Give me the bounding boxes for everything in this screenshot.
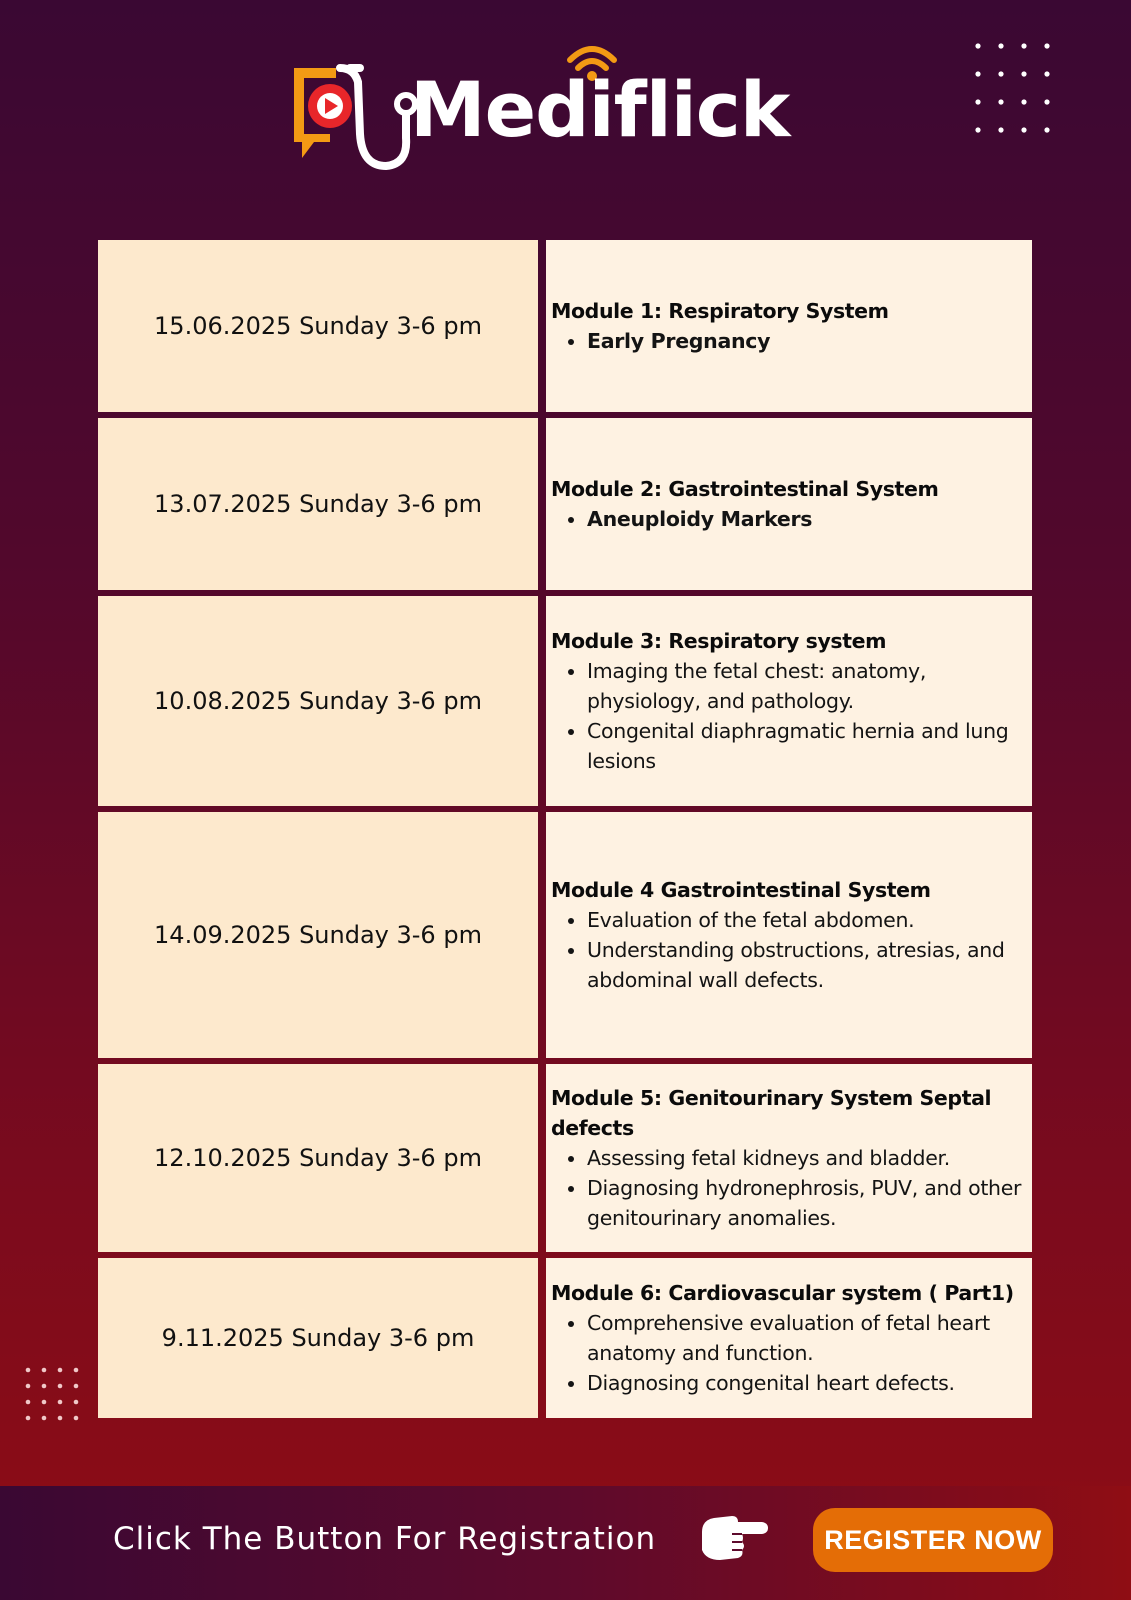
topic-cell xyxy=(546,1064,1032,1252)
date-cell xyxy=(98,812,538,1058)
register-now-button[interactable]: REGISTER NOW xyxy=(813,1508,1053,1572)
topic-list xyxy=(551,1308,1026,1398)
topic-item: • Congenital diaphragmatic hernia and lung lesions xyxy=(587,716,1026,776)
schedule-row xyxy=(98,1258,1032,1418)
decorative-dot-grid xyxy=(968,38,1058,138)
session-date: 9.11.2025 Sunday 3-6 pm xyxy=(161,1324,475,1352)
topic-item: • Diagnosing hydronephrosis, PUV, and other genitourinary anomalies. xyxy=(587,1173,1026,1233)
schedule-row xyxy=(98,418,1032,590)
decorative-dot-grid xyxy=(20,1364,90,1434)
schedule-row xyxy=(98,240,1032,412)
topic-list xyxy=(551,905,1026,995)
schedule-row xyxy=(98,596,1032,806)
topic-item: • Assessing fetal kidneys and bladder. xyxy=(587,1143,1026,1173)
topic-list xyxy=(551,1143,1026,1233)
schedule-table xyxy=(98,240,1032,1420)
module-title: Module 3: Respiratory system xyxy=(551,629,887,653)
date-cell xyxy=(98,1258,538,1418)
module-title: Module 5: Genitourinary System Septal defects xyxy=(551,1086,992,1140)
module-title: Module 2: Gastrointestinal System xyxy=(551,477,939,501)
topic-cell xyxy=(546,812,1032,1058)
schedule-row xyxy=(98,812,1032,1058)
session-date: 12.10.2025 Sunday 3-6 pm xyxy=(154,1144,482,1172)
topic-item: • Early Pregnancy xyxy=(587,326,1026,356)
session-date: 13.07.2025 Sunday 3-6 pm xyxy=(154,490,482,518)
schedule-row xyxy=(98,1064,1032,1252)
pointing-hand-icon xyxy=(698,1508,768,1568)
topic-item: • Imaging the fetal chest: anatomy, physiology, and pathology. xyxy=(587,656,1026,716)
topic-item: • Understanding obstructions, atresias, and abdominal wall defects. xyxy=(587,935,1026,995)
header xyxy=(0,0,1131,220)
module-title: Module 6: Cardiovascular system ( Part1) xyxy=(551,1281,1014,1305)
topic-item: • Diagnosing congenital heart defects. xyxy=(587,1368,1026,1398)
topic-cell xyxy=(546,596,1032,806)
topic-list xyxy=(551,504,1026,534)
topic-item: • Evaluation of the fetal abdomen. xyxy=(587,905,1026,935)
session-date: 15.06.2025 Sunday 3-6 pm xyxy=(154,312,482,340)
topic-cell xyxy=(546,418,1032,590)
session-date: 14.09.2025 Sunday 3-6 pm xyxy=(154,921,482,949)
stethoscope-play-icon xyxy=(290,38,420,188)
topic-cell xyxy=(546,240,1032,412)
registration-footer xyxy=(0,1486,1131,1600)
date-cell xyxy=(98,1064,538,1252)
date-cell xyxy=(98,240,538,412)
registration-prompt: Click The Button For Registration xyxy=(113,1521,657,1557)
module-title: Module 1: Respiratory System xyxy=(551,299,889,323)
topic-list xyxy=(551,656,1026,776)
topic-item: • Comprehensive evaluation of fetal heart anatomy and function. xyxy=(587,1308,1026,1368)
brand-name: Mediflick xyxy=(410,65,790,154)
date-cell xyxy=(98,418,538,590)
session-date: 10.08.2025 Sunday 3-6 pm xyxy=(154,687,482,715)
topic-list xyxy=(551,326,1026,356)
topic-item: • Aneuploidy Markers xyxy=(587,504,1026,534)
topic-cell xyxy=(546,1258,1032,1418)
brand-logo xyxy=(290,38,810,188)
date-cell xyxy=(98,596,538,806)
module-title: Module 4 Gastrointestinal System xyxy=(551,878,931,902)
